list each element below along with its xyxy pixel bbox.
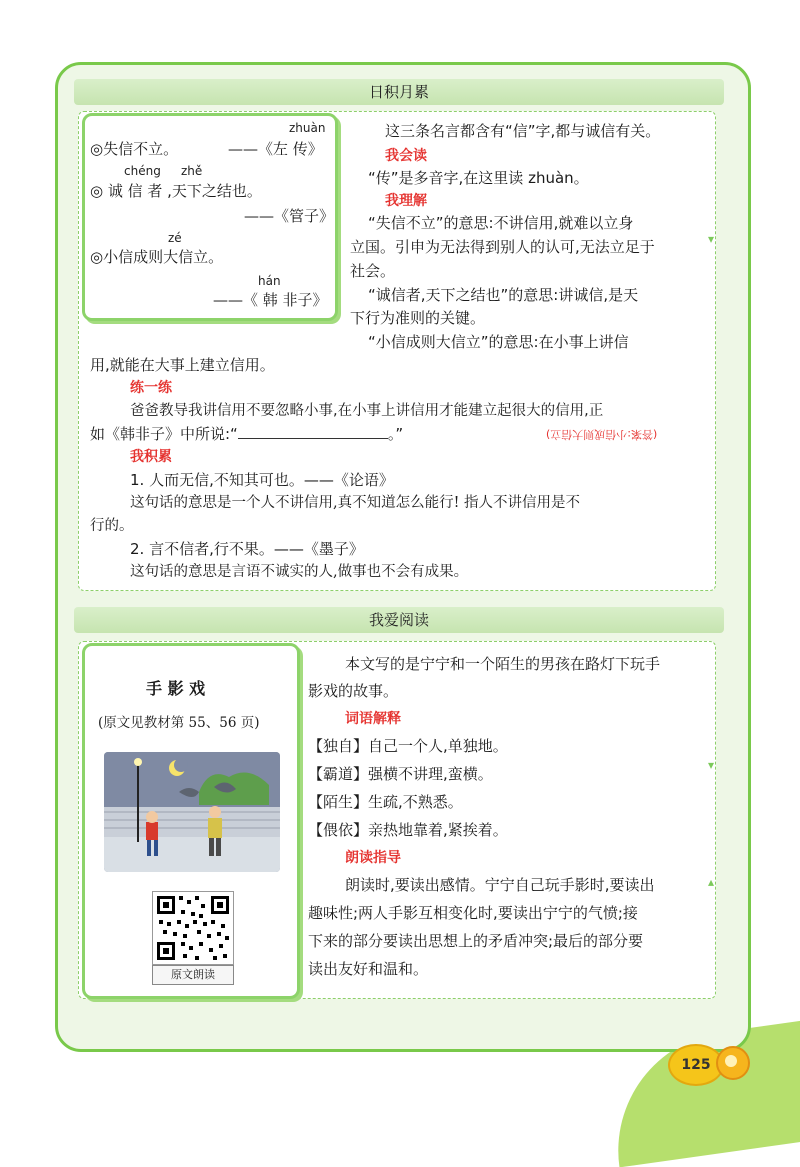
answer-blank[interactable] <box>238 424 388 439</box>
story-illustration <box>104 752 280 872</box>
story-title: 手 影 戏 <box>146 679 206 698</box>
reading-intro-line1: 本文写的是宁宁和一个陌生的男孩在路灯下玩手 <box>345 655 661 673</box>
understand-2-line2: 下行为准则的关键。 <box>350 309 486 327</box>
heading-words: 词语解释 <box>345 711 401 727</box>
story-source: (原文见教材第 55、56 页) <box>98 715 260 731</box>
pinyin-han: hán <box>258 274 281 288</box>
page-number: 125 <box>668 1044 724 1086</box>
section-title-daily: 日积月累 <box>74 79 724 105</box>
pinyin-zhe: zhě <box>181 164 203 178</box>
practice-line1: 爸爸教导我讲信用不要忽略小事,在小事上讲信用才能建立起很大的信用,正 <box>130 403 604 419</box>
accumulate-1-meaning-line1: 这句话的意思是一个人不讲信用,真不知道怎么能行! 指人不讲信用是不 <box>130 495 581 511</box>
pinyin-ze: zé <box>168 231 182 245</box>
quote-1-source: ——《左 传》 <box>228 140 323 158</box>
illustration-graphic <box>104 752 280 872</box>
qr-code-graphic <box>153 892 233 964</box>
heading-practice: 练一练 <box>130 380 172 396</box>
arrow-icon: ▾ <box>708 758 715 772</box>
understand-3-line2: 用,就能在大事上建立信用。 <box>90 356 275 374</box>
guide-line2: 趣味性;两人手影互相变化时,要读出宁宁的气愤;接 <box>308 904 638 922</box>
word-4: 【偎依】亲热地靠着,紧挨着。 <box>308 821 508 839</box>
accumulate-2: 2. 言不信者,行不果。——《墨子》 <box>130 540 364 558</box>
flower-center <box>725 1055 737 1067</box>
quote-1: ◎失信不立。 <box>90 140 179 158</box>
heading-read: 我会读 <box>385 148 427 164</box>
pinyin-cheng: chéng <box>124 164 161 178</box>
qr-label: 原文朗读 <box>152 965 234 985</box>
word-3: 【陌生】生疏,不熟悉。 <box>308 793 463 811</box>
practice-line2 <box>90 423 403 445</box>
read-text: “传”是多音字,在这里读 zhuàn。 <box>368 169 589 187</box>
accumulate-1-meaning-line2: 行的。 <box>90 518 134 534</box>
guide-line4: 读出友好和温和。 <box>308 960 429 978</box>
practice-line2-suffix: 。” <box>387 425 404 443</box>
understand-3-line1: “小信成则大信立”的意思:在小事上讲信 <box>368 333 629 351</box>
word-2: 【霸道】强横不讲理,蛮横。 <box>308 765 493 783</box>
understand-1-line3: 社会。 <box>350 262 396 280</box>
arrow-icon: ▴ <box>708 875 715 889</box>
guide-line3: 下来的部分要读出思想上的矛盾冲突;最后的部分要 <box>308 932 644 950</box>
intro-text: 这三条名言都含有“信”字,都与诚信有关。 <box>385 122 661 140</box>
pinyin-zhuan: zhuàn <box>289 121 326 135</box>
understand-1-line1: “失信不立”的意思:不讲信用,就难以立身 <box>368 214 634 232</box>
understand-2-line1: “诚信者,天下之结也”的意思:讲诚信,是天 <box>368 286 639 304</box>
heading-understand: 我理解 <box>385 193 427 209</box>
practice-line2-prefix: 如《韩非子》中所说:“ <box>90 425 238 443</box>
word-1: 【独自】自己一个人,单独地。 <box>308 737 508 755</box>
quote-3-source: ——《 韩 非子》 <box>213 291 328 309</box>
quote-2: ◎ 诚 信 者 ,天下之结也。 <box>90 182 262 200</box>
reading-intro-line2: 影戏的故事。 <box>308 682 399 700</box>
accumulate-1: 1. 人而无信,不知其可也。——《论语》 <box>130 471 394 489</box>
guide-line1: 朗读时,要读出感情。宁宁自己玩手影时,要读出 <box>345 876 655 894</box>
heading-guide: 朗读指导 <box>345 850 401 866</box>
arrow-icon: ▾ <box>708 232 715 246</box>
accumulate-2-meaning: 这句话的意思是言语不诚实的人,做事也不会有成果。 <box>130 564 469 580</box>
understand-1-line2: 立国。引申为无法得到别人的认可,无法立足于 <box>350 238 655 256</box>
upside-down-answer: (答案:小信成则大信立) <box>546 428 658 441</box>
heading-accumulate: 我积累 <box>130 449 172 465</box>
qr-code[interactable] <box>152 891 234 965</box>
quote-2-source: ——《管子》 <box>244 207 335 225</box>
quote-3: ◎小信成则大信立。 <box>90 248 224 266</box>
section-title-reading: 我爱阅读 <box>74 607 724 633</box>
